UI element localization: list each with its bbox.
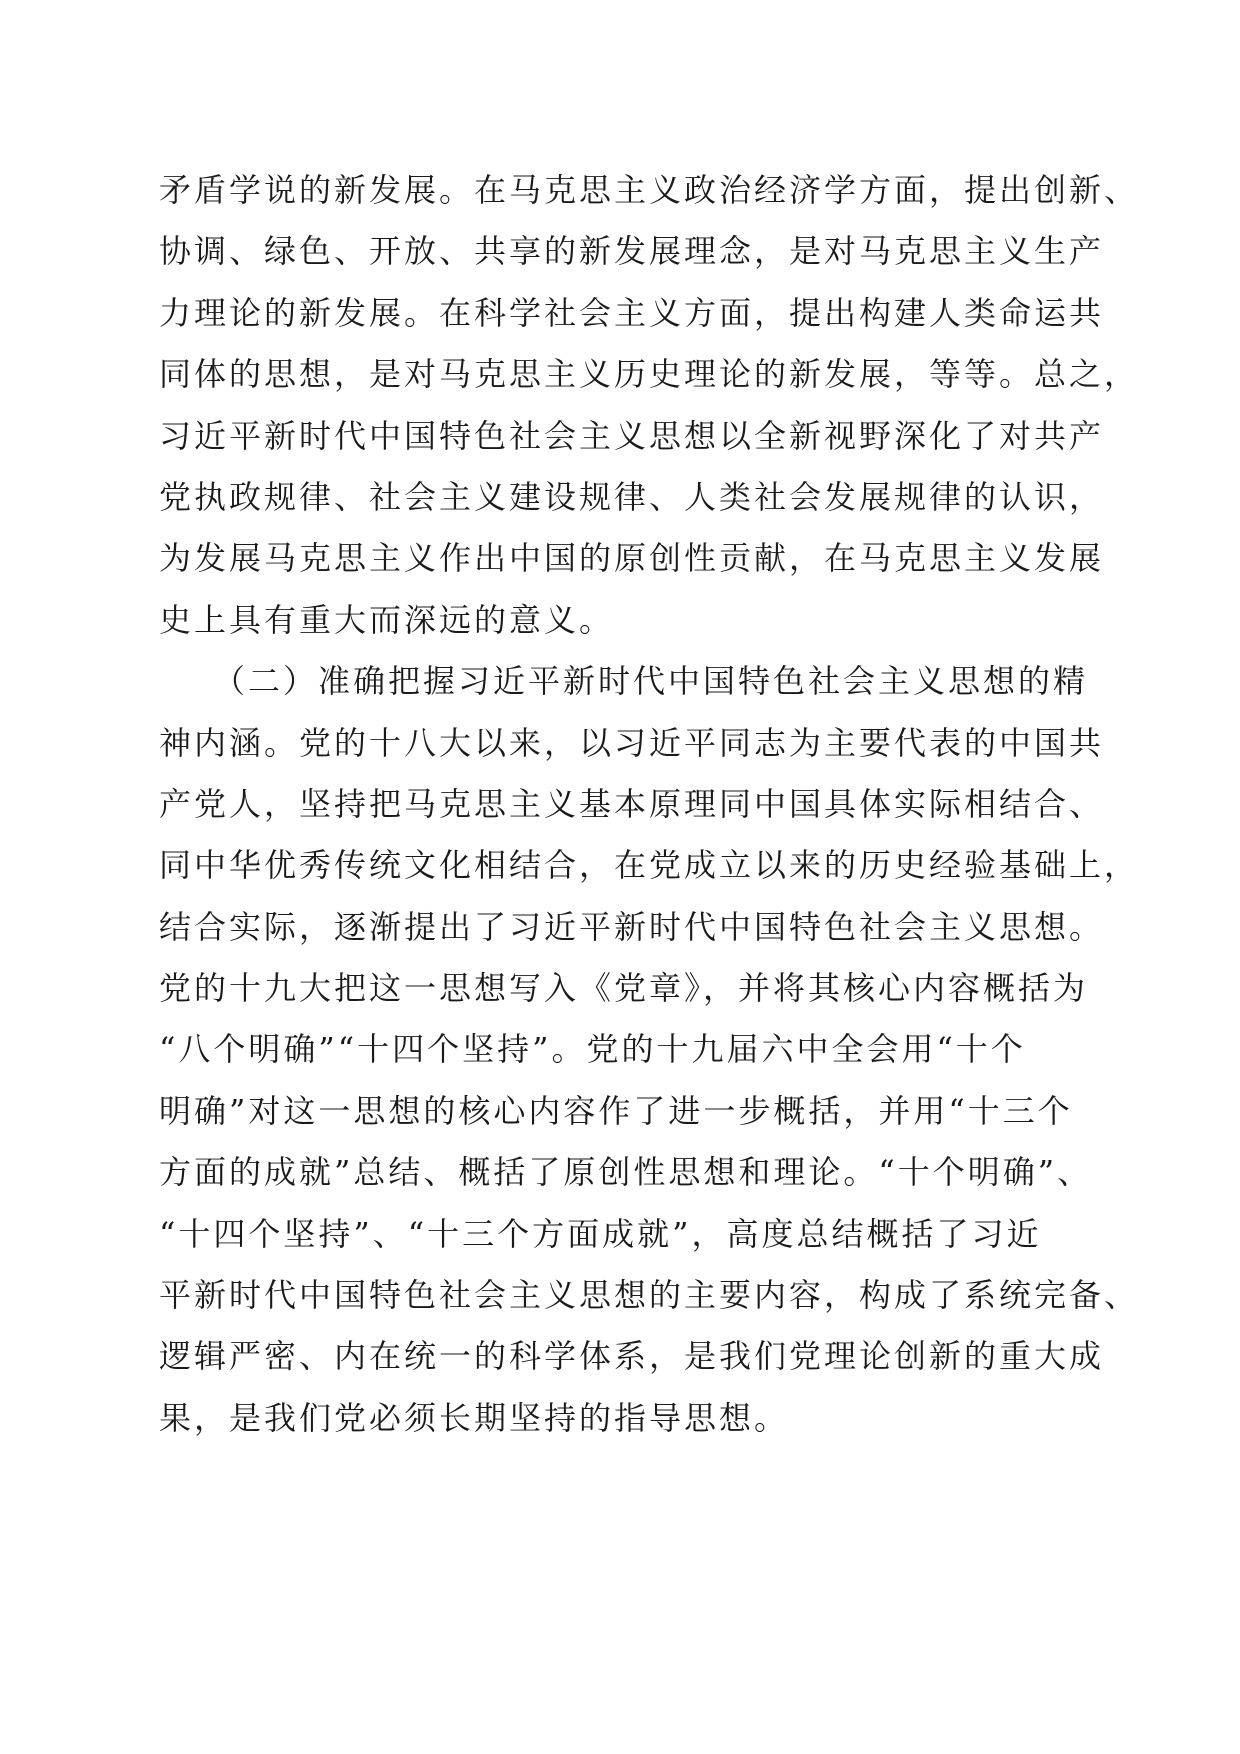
text-line: 党执政规律、社会主义建设规律、人类社会发展规律的认识，	[159, 477, 1105, 516]
text-line: 同体的思想，是对马克思主义历史理论的新发展，等等。总之，	[159, 355, 1140, 394]
text-line: 方面的成就”总结、概括了原创性思想和理论。“十个明确”、	[159, 1153, 1093, 1192]
text-line: 矛盾学说的新发展。在马克思主义政治经济学方面，提出创新、	[159, 171, 1140, 209]
text-line: 习近平新时代中国特色社会主义思想以全新视野深化了对共产	[159, 416, 1105, 455]
section-heading-line: （二）准确把握习近平新时代中国特色社会主义思想的精	[159, 662, 1089, 701]
text-line: “八个明确”“十四个坚持”。党的十九届六中全会用“十个	[159, 1030, 1026, 1069]
text-line: 神内涵。党的十八大以来，以习近平同志为主要代表的中国共	[159, 723, 1105, 762]
text-line: 逻辑严密、内在统一的科学体系，是我们党理论创新的重大成	[159, 1337, 1105, 1376]
text-line: 史上具有重大而深远的意义。	[159, 600, 615, 639]
text-line: 党的十九大把这一思想写入《党章》，并将其核心内容概括为	[159, 969, 1089, 1008]
text-line: 为发展马克思主义作出中国的原创性贡献，在马克思主义发展	[159, 539, 1105, 578]
text-line: “十四个坚持”、“十三个方面成就”，高度总结概括了习近	[159, 1214, 1042, 1253]
text-line: 协调、绿色、开放、共享的新发展理念，是对马克思主义生产	[159, 232, 1105, 271]
text-line: 力理论的新发展。在科学社会主义方面，提出构建人类命运共	[159, 293, 1105, 332]
body-text	[159, 160, 1140, 1449]
text-line: 明确”对这一思想的核心内容作了进一步概括，并用“十三个	[159, 1091, 1073, 1130]
text-line: 产党人，坚持把马克思主义基本原理同中国具体实际相结合、	[159, 784, 1105, 823]
text-line: 平新时代中国特色社会主义思想的主要内容，构成了系统完备、	[159, 1276, 1140, 1315]
text-line: 同中华优秀传统文化相结合，在党成立以来的历史经验基础上，	[159, 846, 1140, 885]
text-line: 结合实际，逐渐提出了习近平新时代中国特色社会主义思想。	[159, 907, 1105, 946]
text-line: 果，是我们党必须长期坚持的指导思想。	[159, 1398, 790, 1437]
